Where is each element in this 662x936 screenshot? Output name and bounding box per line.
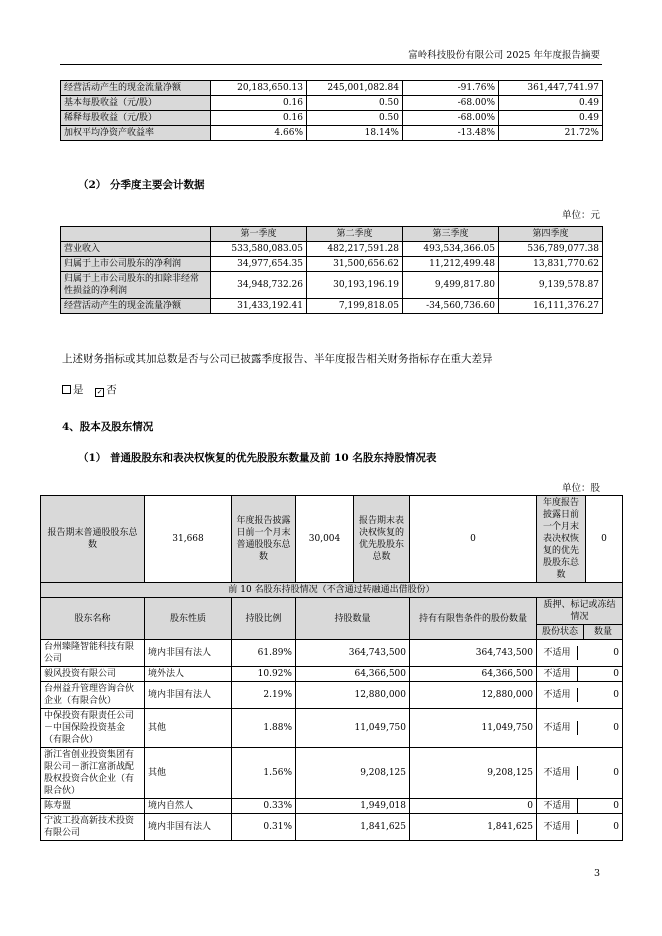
header-qty: 持股数量 [296,598,410,640]
header-name: 股东名称 [41,598,145,640]
table-row [61,242,603,257]
row-label: 稀释每股收益（元/股） [61,111,211,126]
cell: 7,199,818.05 [307,299,403,314]
header-restricted: 持有有限售条件的股份数量 [410,598,537,640]
option-yes-label: 是 [73,384,84,396]
top10-title-row [41,583,623,598]
pledge-cell [537,682,623,709]
shareholder-qty: 364,743,500 [296,640,410,667]
header-status: 股份状态 [537,625,584,639]
row-label: 营业收入 [61,242,211,257]
pledge-count: 0 [613,648,620,658]
header-cell [61,227,211,242]
shareholder-restricted: 12,880,000 [410,682,537,709]
cell: 361,447,741.97 [499,81,603,96]
cell: 245,001,082.84 [307,81,403,96]
shareholder-restricted: 364,743,500 [410,640,537,667]
quarterly-data-table [60,226,603,314]
shareholder-nature: 境内非国有法人 [145,682,232,709]
table-row [41,799,623,814]
pledge-status: 不适用 [537,667,578,681]
cell: 34,948,732.26 [211,272,307,299]
cell: 18.14% [307,126,403,141]
row-label: 加权平均净资产收益率 [61,126,211,141]
shareholder-nature: 境内非国有法人 [145,814,232,841]
table-row [41,748,623,799]
cell: -68.00% [403,96,499,111]
table-row [41,640,623,667]
shareholder-nature: 其他 [145,709,232,748]
header-count: 数量 [594,627,613,637]
cell: 536,789,077.38 [499,242,603,257]
prior-month-shareholders-label: 年度报告披露日前一个月末普通股股东总数 [232,496,296,583]
shareholder-restricted: 11,049,750 [410,709,537,748]
row-label: 归属于上市公司股东的净利润 [61,257,211,272]
cell: -13.48% [403,126,499,141]
cell: 30,193,196.19 [307,272,403,299]
shareholder-nature: 境外法人 [145,667,232,682]
shareholder-qty: 64,366,500 [296,667,410,682]
table-row [41,814,623,841]
shareholder-name: 台州益升管理咨询合伙企业（有限合伙） [41,682,145,709]
pledge-status: 不适用 [537,688,578,702]
prior-month-preferred-label [537,496,623,583]
cell: 31,433,192.41 [211,299,307,314]
checkbox-no-checked-icon[interactable]: ✓ [96,388,103,396]
shareholder-name: 台州臻隆智能科技有限公司 [41,640,145,667]
table-header-row [61,227,603,242]
pledge-count: 0 [613,822,620,832]
shareholder-ratio: 0.33% [232,799,296,814]
header-cell: 第三季度 [403,227,499,242]
cell: -68.00% [403,111,499,126]
table-row [61,96,603,111]
table-row [61,257,603,272]
pledge-count: 0 [613,768,620,778]
shareholder-restricted: 64,366,500 [410,667,537,682]
shareholder-name: 毅风投资有限公司 [41,667,145,682]
cell: 0.50 [307,96,403,111]
row-label: 基本每股收益（元/股） [61,96,211,111]
shareholder-restricted: 0 [410,799,537,814]
table-row [61,126,603,141]
unit-label-yuan: 单位：元 [561,210,600,221]
cell: 0.16 [211,96,307,111]
cell: 0.50 [307,111,403,126]
pledge-cell [537,814,623,841]
table-row [61,299,603,314]
total-shareholders-label: 报告期末普通股股东总数 [41,496,145,583]
shareholder-qty: 12,880,000 [296,682,410,709]
cell: 4.66% [211,126,307,141]
header-cell: 第一季度 [211,227,307,242]
pledge-status: 不适用 [537,766,578,780]
cell: 21.72% [499,126,603,141]
cell: 0.16 [211,111,307,126]
shareholder-name: 宁波工投高新技术投资有限公司 [41,814,145,841]
pledge-count: 0 [613,801,620,811]
page-header: 富岭科技股份有限公司 2025 年年度报告摘要 [408,50,600,61]
header-cell: 第四季度 [499,227,603,242]
shareholder-ratio: 1.88% [232,709,296,748]
shareholder-ratio: 2.19% [232,682,296,709]
shareholder-ratio: 0.31% [232,814,296,841]
discrepancy-question: 上述财务指标或其加总数是否与公司已披露季度报告、半年度报告相关财务指标存在重大差异 [62,353,493,365]
shareholder-nature: 其他 [145,748,232,799]
row-label: 经营活动产生的现金流量净额 [61,81,211,96]
section-title-shareholders: 4、股本及股东情况 [62,421,154,433]
shareholder-name: 陈寿盟 [41,799,145,814]
cell: 493,534,366.05 [403,242,499,257]
pledge-status: 不适用 [537,820,578,834]
pledge-subheader [537,625,623,640]
cell: 9,139,578.87 [499,272,603,299]
cell: 482,217,591.28 [307,242,403,257]
cell: 16,111,376.27 [499,299,603,314]
row-label: 经营活动产生的现金流量净额 [61,299,211,314]
pledge-status: 不适用 [537,799,578,813]
shareholder-nature: 境内自然人 [145,799,232,814]
table-row [61,81,603,96]
header-cell: 第二季度 [307,227,403,242]
shareholder-qty: 1,841,625 [296,814,410,841]
option-no-label: 否 [106,384,117,396]
shareholder-qty: 9,208,125 [296,748,410,799]
pledge-cell [537,667,623,682]
total-shareholders-value: 31,668 [145,496,232,583]
cell: 0.49 [499,96,603,111]
table-row [61,272,603,299]
financial-indicators-table [60,80,603,141]
header-rule [60,64,602,65]
pledge-count: 0 [613,723,620,733]
shareholder-qty: 1,949,018 [296,799,410,814]
prior-month-shareholders-value: 30,004 [296,496,354,583]
shareholder-ratio: 61.89% [232,640,296,667]
prior-month-preferred-value: 0 [585,496,622,582]
row-label: 归属于上市公司股东的扣除非经常性损益的净利润 [61,272,211,299]
table-row [41,682,623,709]
pledge-cell [537,640,623,667]
section-title-quarterly: （2） 分季度主要会计数据 [78,179,205,191]
shareholder-nature: 境内非国有法人 [145,640,232,667]
shareholders-table [40,495,623,841]
pledge-status: 不适用 [537,721,578,735]
cell: 13,831,770.62 [499,257,603,272]
shareholder-restricted: 1,841,625 [410,814,537,841]
cell: 34,977,654.35 [211,257,307,272]
cell: 9,499,817.80 [403,272,499,299]
preferred-shareholders-label: 报告期末表决权恢复的优先股股东总数 [354,496,410,583]
shareholder-ratio: 10.92% [232,667,296,682]
table-row [41,667,623,682]
pledge-count: 0 [613,690,620,700]
subsection-title-top10: （1） 普通股股东和表决权恢复的优先股股东数量及前 10 名股东持股情况表 [78,452,437,464]
discrepancy-options [62,382,117,397]
cell: 11,212,499.48 [403,257,499,272]
table-row [41,709,623,748]
checkbox-yes-icon[interactable] [62,385,71,394]
top10-title: 前 10 名股东持股情况（不含通过转融通出借股份） [41,583,623,598]
cell: -91.76% [403,81,499,96]
cell: 20,183,650.13 [211,81,307,96]
header-ratio: 持股比例 [232,598,296,640]
shareholder-qty: 11,049,750 [296,709,410,748]
unit-label-shares: 单位：股 [561,483,600,494]
shareholder-restricted: 9,208,125 [410,748,537,799]
shareholder-name: 浙江省创业投资集团有限公司－浙江富浙战配股权投资合伙企业（有限合伙） [41,748,145,799]
preferred-shareholders-value: 0 [410,496,537,583]
pledge-status: 不适用 [537,646,578,660]
table-row [61,111,603,126]
cell: 533,580,083.05 [211,242,307,257]
shareholder-ratio: 1.56% [232,748,296,799]
shareholder-name: 中保投资有限责任公司－中国保险投资基金（有限合伙） [41,709,145,748]
cell: -34,560,736.60 [403,299,499,314]
summary-row [41,496,623,583]
header-pledge: 质押、标记或冻结情况 [537,598,623,625]
pledge-count: 0 [613,669,620,679]
prior-month-preferred-text: 年度报告披露日前一个月末表决权恢复的优先股股东总数 [543,498,580,580]
pledge-cell [537,799,623,814]
pledge-cell [537,748,623,799]
cell: 0.49 [499,111,603,126]
header-nature: 股东性质 [145,598,232,640]
pledge-cell [537,709,623,748]
cell: 31,500,656.62 [307,257,403,272]
page-number: 3 [593,868,600,879]
table-header-row [41,598,623,625]
